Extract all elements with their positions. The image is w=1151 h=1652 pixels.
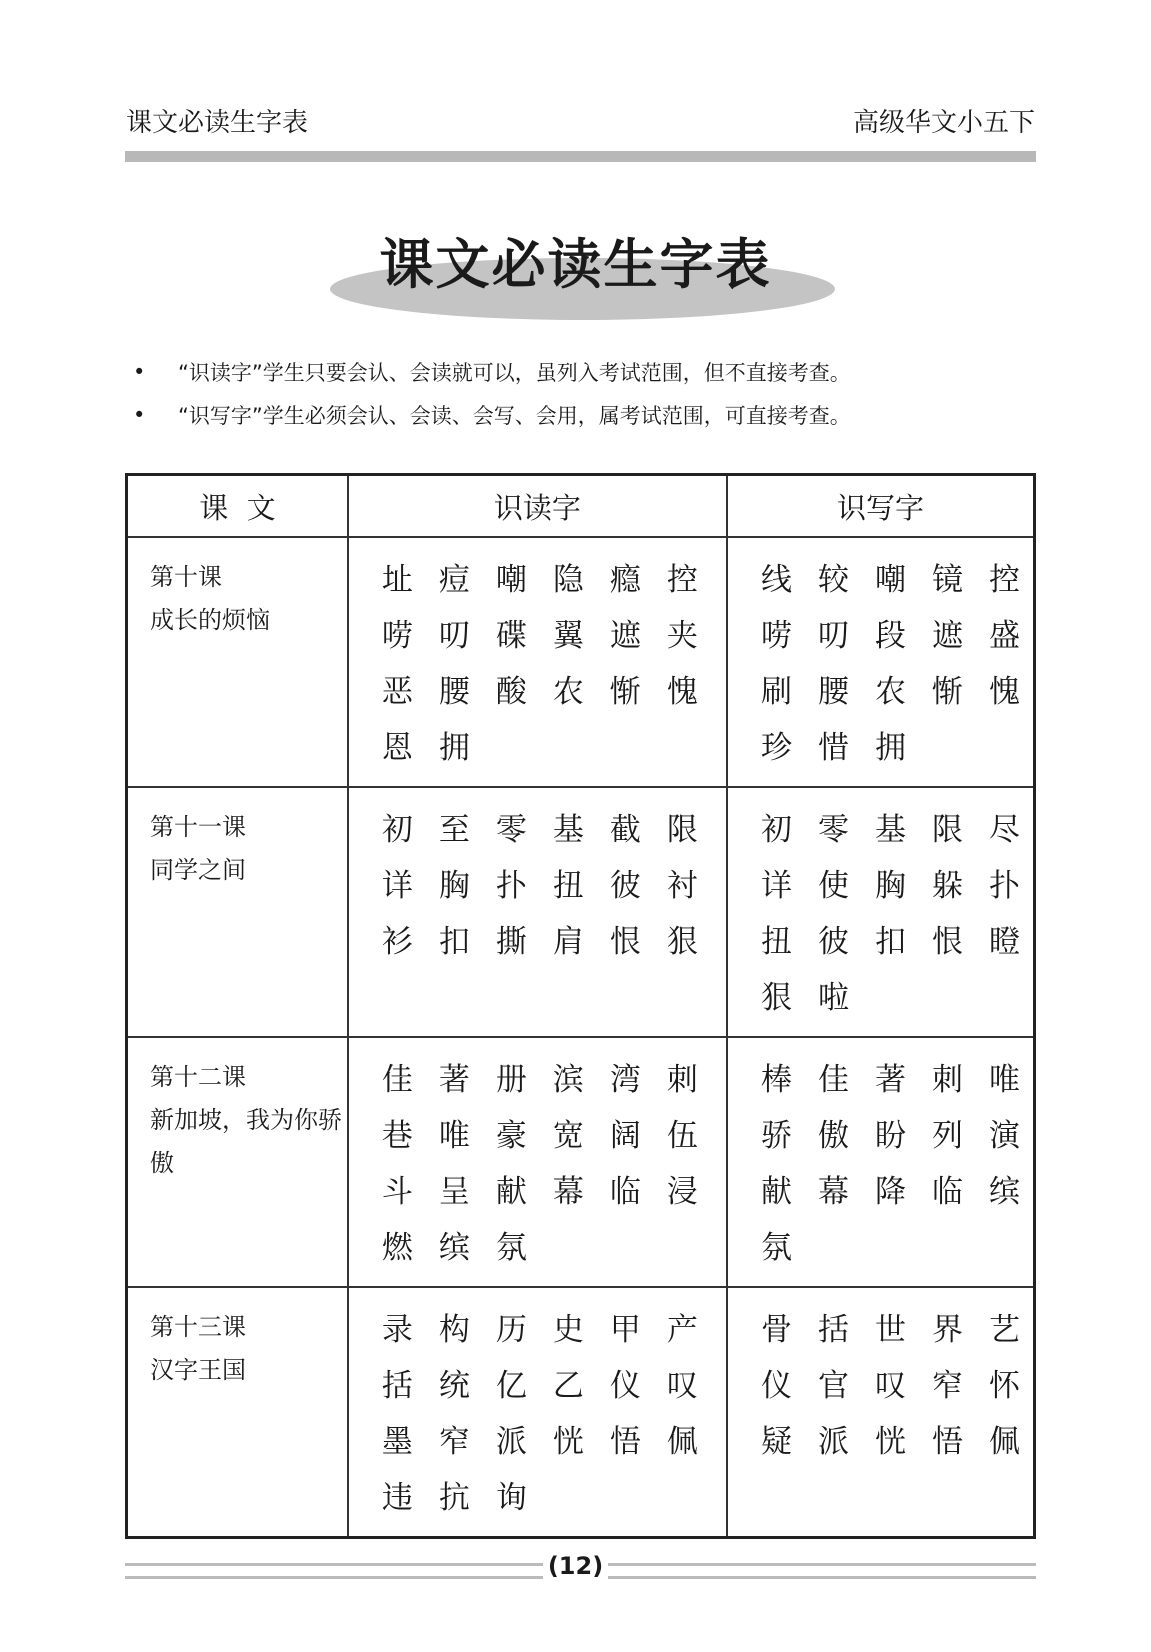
- character: 恩: [381, 730, 413, 766]
- character: 撕: [495, 924, 527, 960]
- character: 肩: [552, 924, 584, 960]
- footer-line-right: [608, 1563, 1036, 1579]
- character: 呈: [438, 1174, 470, 1210]
- read-characters-cell: [348, 1287, 727, 1538]
- character: 址: [381, 562, 413, 598]
- character: 腰: [818, 674, 849, 710]
- character: 愧: [666, 674, 698, 710]
- character: 录: [381, 1312, 413, 1348]
- character: 胸: [438, 868, 470, 904]
- character: 献: [495, 1174, 527, 1210]
- character: 惜: [818, 730, 849, 766]
- character-table: [125, 473, 1036, 1539]
- page-number: (12): [547, 1552, 604, 1580]
- character: 甲: [609, 1312, 641, 1348]
- character: 零: [818, 812, 849, 848]
- lesson-cell: [127, 537, 348, 787]
- character: 恶: [381, 674, 413, 710]
- table-row: [127, 787, 1035, 1037]
- character: 拥: [438, 730, 470, 766]
- character: 扣: [438, 924, 470, 960]
- character: 亿: [495, 1368, 527, 1404]
- character: 惭: [609, 674, 641, 710]
- character: 叹: [875, 1368, 906, 1404]
- character: 艺: [989, 1312, 1020, 1348]
- character: 询: [495, 1480, 527, 1516]
- character: 唯: [438, 1118, 470, 1154]
- character: 镜: [932, 562, 963, 598]
- character: 派: [818, 1424, 849, 1460]
- character: 著: [438, 1062, 470, 1098]
- note-item: [133, 393, 851, 436]
- character: 遮: [609, 618, 641, 654]
- character: 刺: [932, 1062, 963, 1098]
- character: 佩: [989, 1424, 1020, 1460]
- page-title: 课文必读生字表: [379, 232, 772, 296]
- character: 狠: [666, 924, 698, 960]
- character: 限: [932, 812, 963, 848]
- character: 至: [438, 812, 470, 848]
- write-characters-cell: [727, 787, 1035, 1037]
- character: 嘲: [875, 562, 906, 598]
- character: 巷: [381, 1118, 413, 1154]
- character: 献: [761, 1174, 792, 1210]
- character: 豪: [495, 1118, 527, 1154]
- character: 截: [609, 812, 641, 848]
- character: 衫: [381, 924, 413, 960]
- write-characters-cell: [727, 1287, 1035, 1538]
- column-header-lesson: 课 文: [127, 475, 348, 538]
- character: 著: [875, 1062, 906, 1098]
- character: 缤: [438, 1230, 470, 1266]
- character: 拥: [875, 730, 906, 766]
- character: 盼: [875, 1118, 906, 1154]
- character: 躲: [932, 868, 963, 904]
- character: 扣: [875, 924, 906, 960]
- character: 悟: [609, 1424, 641, 1460]
- character: 刷: [761, 674, 792, 710]
- character: 缤: [989, 1174, 1020, 1210]
- character: 佳: [381, 1062, 413, 1098]
- character: 啦: [818, 980, 849, 1016]
- character: 初: [761, 812, 792, 848]
- lesson-cell: [127, 787, 348, 1037]
- character: 佩: [666, 1424, 698, 1460]
- header-divider: [125, 151, 1036, 162]
- character: 湾: [609, 1062, 641, 1098]
- table-row: [127, 537, 1035, 787]
- lesson-name: 同学之间: [150, 856, 246, 884]
- character: 演: [989, 1118, 1020, 1154]
- character: 扭: [761, 924, 792, 960]
- table-row: [127, 1037, 1035, 1287]
- read-characters-cell: [348, 537, 727, 787]
- character: 段: [875, 618, 906, 654]
- character: 控: [989, 562, 1020, 598]
- character: 界: [932, 1312, 963, 1348]
- character: 夹: [666, 618, 698, 654]
- notes-list: [133, 350, 851, 436]
- character: 惭: [932, 674, 963, 710]
- character: 派: [495, 1424, 527, 1460]
- character: 狠: [761, 980, 792, 1016]
- character: 抗: [438, 1480, 470, 1516]
- character: 彼: [609, 868, 641, 904]
- character: 恍: [875, 1424, 906, 1460]
- lesson-cell: [127, 1037, 348, 1287]
- character: 碟: [495, 618, 527, 654]
- character: 恨: [932, 924, 963, 960]
- running-header-right: 高级华文小五下: [852, 108, 1035, 138]
- character: 详: [381, 868, 413, 904]
- character: 扑: [495, 868, 527, 904]
- character: 棒: [761, 1062, 792, 1098]
- character: 乙: [552, 1368, 584, 1404]
- lesson-number: 第十三课: [150, 1313, 246, 1341]
- character: 唠: [381, 618, 413, 654]
- character: 临: [932, 1174, 963, 1210]
- character: 较: [818, 562, 849, 598]
- character: 线: [761, 562, 792, 598]
- lesson-number: 第十二课: [150, 1063, 246, 1091]
- character: 限: [666, 812, 698, 848]
- character: 农: [875, 674, 906, 710]
- character: 刺: [666, 1062, 698, 1098]
- character: 括: [818, 1312, 849, 1348]
- table-row: [127, 1287, 1035, 1538]
- note-text: “识读字”学生只要会认、会读就可以，虽列入考试范围，但不直接考查。: [178, 360, 851, 385]
- character: 使: [818, 868, 849, 904]
- lesson-name: 新加坡，我为你骄傲: [150, 1106, 342, 1177]
- footer-line-left: [125, 1563, 543, 1579]
- character: 控: [666, 562, 698, 598]
- read-characters-cell: [348, 1037, 727, 1287]
- character: 零: [495, 812, 527, 848]
- character: 农: [552, 674, 584, 710]
- character: 幕: [818, 1174, 849, 1210]
- character: 基: [875, 812, 906, 848]
- character: 彼: [818, 924, 849, 960]
- character: 遮: [932, 618, 963, 654]
- character: 详: [761, 868, 792, 904]
- note-item: [133, 350, 851, 393]
- character: 窄: [932, 1368, 963, 1404]
- read-characters-cell: [348, 787, 727, 1037]
- character: 构: [438, 1312, 470, 1348]
- character: 佳: [818, 1062, 849, 1098]
- character: 唯: [989, 1062, 1020, 1098]
- character: 世: [875, 1312, 906, 1348]
- character: 恨: [609, 924, 641, 960]
- character: 统: [438, 1368, 470, 1404]
- write-characters-cell: [727, 537, 1035, 787]
- character: 氛: [761, 1230, 792, 1266]
- character: 宽: [552, 1118, 584, 1154]
- character: 史: [552, 1312, 584, 1348]
- character: 珍: [761, 730, 792, 766]
- character: 斗: [381, 1174, 413, 1210]
- character: 违: [381, 1480, 413, 1516]
- character: 衬: [666, 868, 698, 904]
- character: 燃: [381, 1230, 413, 1266]
- character: 降: [875, 1174, 906, 1210]
- character: 叨: [818, 618, 849, 654]
- character: 临: [609, 1174, 641, 1210]
- character: 浸: [666, 1174, 698, 1210]
- character: 仪: [609, 1368, 641, 1404]
- bullet-icon: •: [133, 359, 146, 384]
- character: 叨: [438, 618, 470, 654]
- character: 胸: [875, 868, 906, 904]
- character: 尽: [989, 812, 1020, 848]
- character: 痘: [438, 562, 470, 598]
- character: 初: [381, 812, 413, 848]
- character: 隐: [552, 562, 584, 598]
- running-header-left: 课文必读生字表: [126, 108, 309, 138]
- character: 历: [495, 1312, 527, 1348]
- character: 盛: [989, 618, 1020, 654]
- character: 瘾: [609, 562, 641, 598]
- character: 翼: [552, 618, 584, 654]
- lesson-name: 汉字王国: [150, 1356, 246, 1384]
- character: 产: [666, 1312, 698, 1348]
- column-header-read: 识读字: [348, 475, 727, 538]
- character: 墨: [381, 1424, 413, 1460]
- character: 阔: [609, 1118, 641, 1154]
- character: 滨: [552, 1062, 584, 1098]
- character: 册: [495, 1062, 527, 1098]
- character: 官: [818, 1368, 849, 1404]
- character: 扑: [989, 868, 1020, 904]
- character: 疑: [761, 1424, 792, 1460]
- column-header-write: 识写字: [727, 475, 1035, 538]
- character: 基: [552, 812, 584, 848]
- character: 氛: [495, 1230, 527, 1266]
- character: 瞪: [989, 924, 1020, 960]
- character: 唠: [761, 618, 792, 654]
- lesson-name: 成长的烦恼: [150, 606, 270, 634]
- character: 括: [381, 1368, 413, 1404]
- character: 叹: [666, 1368, 698, 1404]
- lesson-number: 第十课: [150, 563, 222, 591]
- character: 恍: [552, 1424, 584, 1460]
- character: 怀: [989, 1368, 1020, 1404]
- character: 傲: [818, 1118, 849, 1154]
- character: 骨: [761, 1312, 792, 1348]
- character: 伍: [666, 1118, 698, 1154]
- character: 仪: [761, 1368, 792, 1404]
- bullet-icon: •: [133, 402, 146, 427]
- character: 腰: [438, 674, 470, 710]
- lesson-cell: [127, 1287, 348, 1538]
- character: 愧: [989, 674, 1020, 710]
- character: 扭: [552, 868, 584, 904]
- character: 嘲: [495, 562, 527, 598]
- character: 酸: [495, 674, 527, 710]
- character: 窄: [438, 1424, 470, 1460]
- character: 悟: [932, 1424, 963, 1460]
- write-characters-cell: [727, 1037, 1035, 1287]
- character: 列: [932, 1118, 963, 1154]
- character: 骄: [761, 1118, 792, 1154]
- lesson-number: 第十一课: [150, 813, 246, 841]
- character: 幕: [552, 1174, 584, 1210]
- note-text: “识写字”学生必须会认、会读、会写、会用，属考试范围，可直接考查。: [178, 403, 851, 428]
